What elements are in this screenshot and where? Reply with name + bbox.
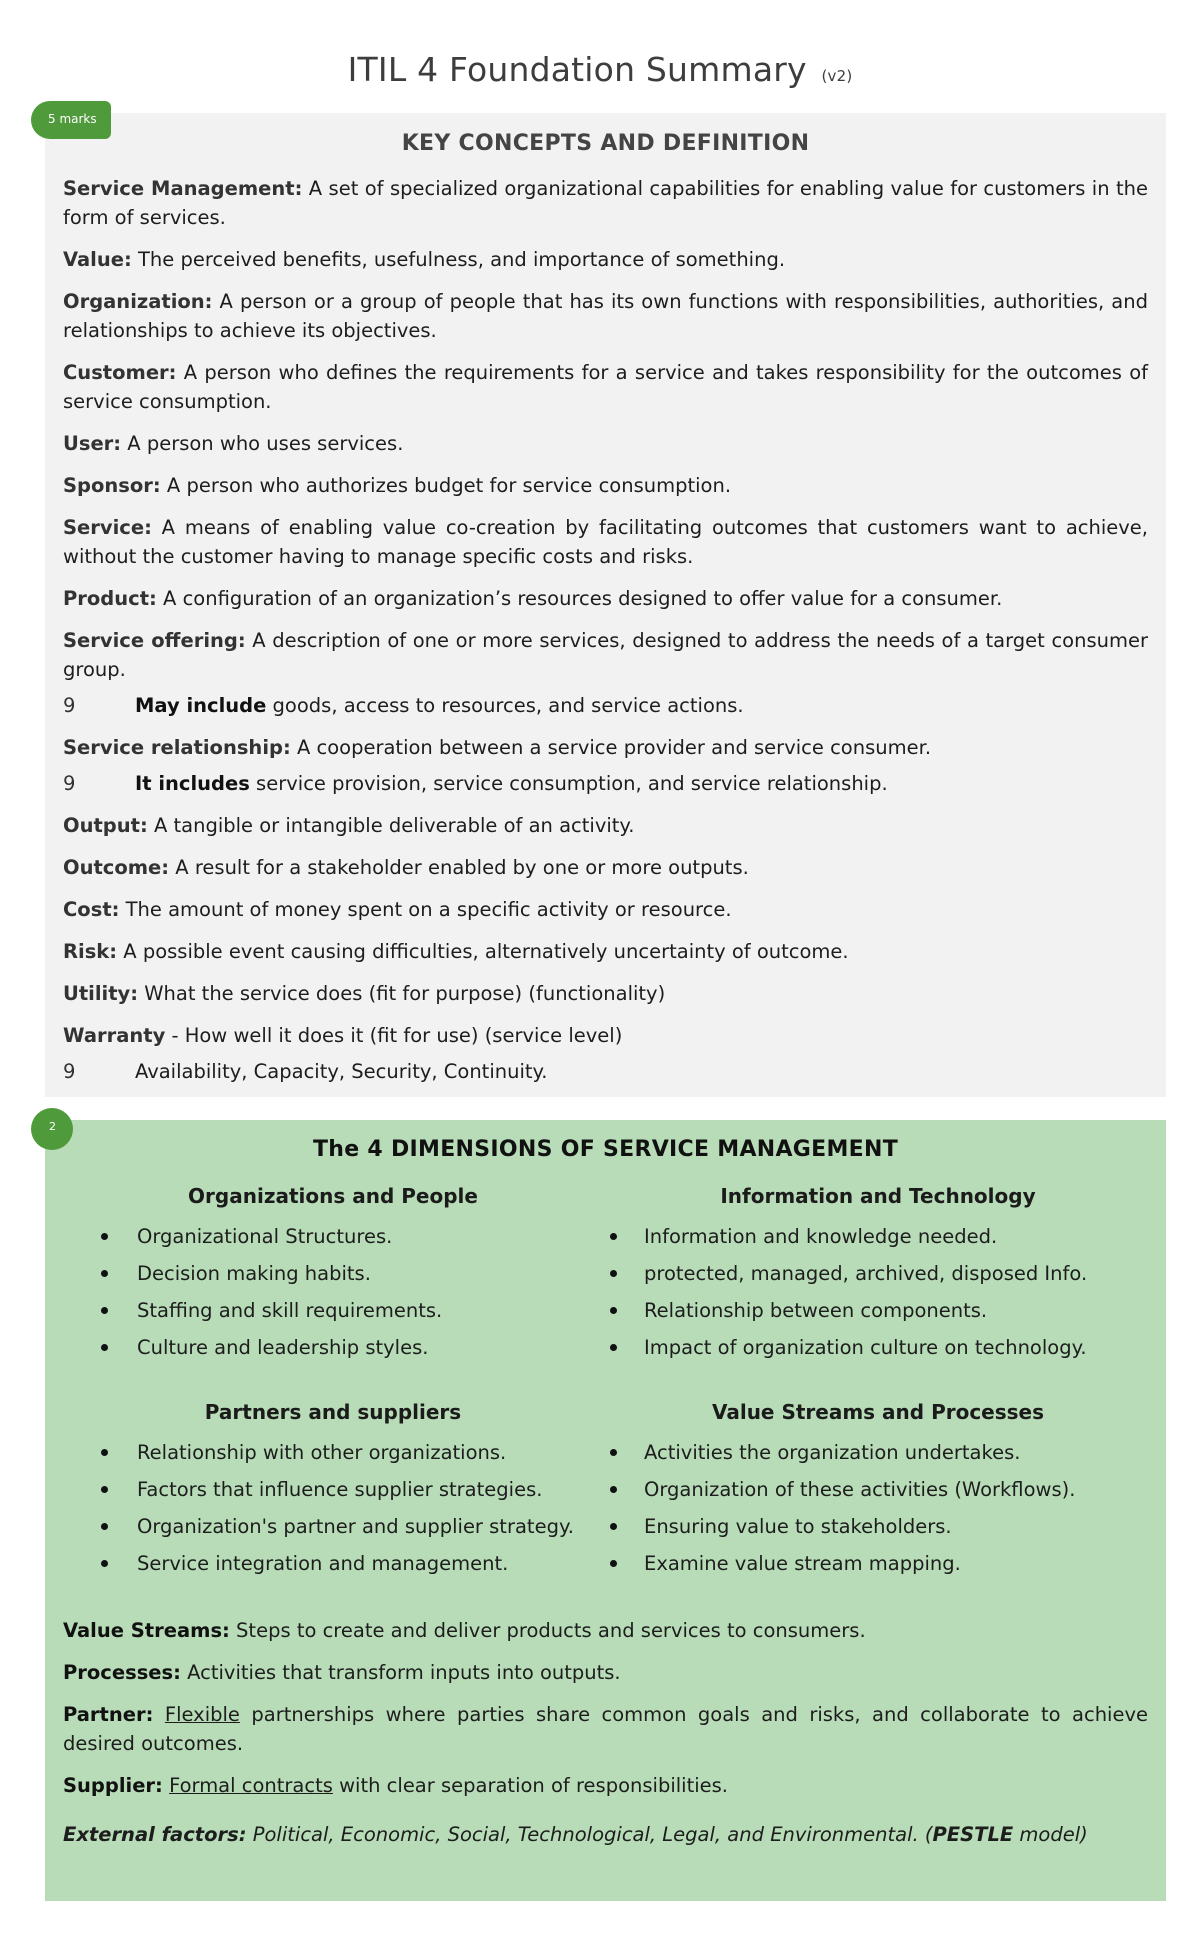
dimension-org-people [63,1184,603,1400]
list-item: Relationship between components. [608,1296,1148,1325]
list-item: Information and knowledge needed. [608,1222,1148,1251]
term-label: External factors: [63,1822,247,1846]
term-label: Product: [63,587,157,610]
sub-text: Availability, Capacity, Security, Continuity. [135,1060,548,1083]
def-text: What the service does (fit for purpose) (functionality) [138,982,666,1005]
dimension-list [608,1222,1148,1362]
term-label: Partner: [63,1703,154,1726]
sub-lead: It includes [135,772,250,795]
def-risk [63,937,1148,966]
list-item: Organization of these activities (Workflows). [608,1475,1148,1504]
term-label: Service Management: [63,177,303,200]
term-label: Organization: [63,290,213,313]
dimensions-panel [45,1120,1166,1901]
def-text: A means of enabling value co-creation by facilitating outcomes that customers want to achieve, without the customer having to manage specific costs and risks. [63,516,1148,568]
def-text: A person who uses services. [121,432,404,455]
def-text: partnerships where parties share common goals and risks, and collaborate to achieve desired outcomes. [63,1703,1149,1755]
list-item: Culture and leadership styles. [63,1333,603,1362]
term-label: Service: [63,516,152,539]
term-label: Warranty [63,1024,166,1047]
def-processes [63,1658,1148,1687]
def-text: A set of specialized organizational capabilities for enabling value for customers in the form of services. [63,177,1148,229]
list-item: Ensuring value to stakeholders. [608,1512,1148,1541]
sub-item-warranty [63,1057,1148,1086]
sub-lead: May include [135,694,267,717]
marks-badge [31,1108,73,1150]
term-label: Utility: [63,982,139,1005]
def-user [63,429,1148,458]
dimension-title: Information and Technology [720,1184,1036,1208]
def-external-factors [63,1820,1148,1849]
term-label: Customer: [63,361,177,384]
def-organization [63,287,1148,345]
def-text: A description of one or more services, designed to address the needs of a target consumer group. [63,629,1148,681]
check-icon: 9 [63,772,76,795]
dimension-list [63,1222,603,1362]
def-output [63,811,1148,840]
list-item: Activities the organization undertakes. [608,1438,1148,1467]
marks-badge-label: 2 [49,1120,56,1133]
def-service-management [63,174,1148,232]
sub-text: service provision, service consumption, and service relationship. [249,772,888,795]
dimension-title: Partners and suppliers [204,1400,462,1424]
marks-badge-label: 5 marks [48,112,97,126]
dimension-title: Value Streams and Processes [711,1400,1045,1424]
def-service [63,513,1148,571]
def-value-streams [63,1616,1148,1645]
list-item: Service integration and management. [63,1549,603,1578]
term-label: Output: [63,814,148,837]
def-text: A tangible or intangible deliverable of an activity. [147,814,635,837]
def-sponsor [63,471,1148,500]
def-warranty [63,1021,1148,1050]
def-text: A possible event causing difficulties, alternatively uncertainty of outcome. [117,940,849,963]
dimension-title: Organizations and People [188,1184,478,1208]
dimensions-grid-bottom [63,1400,1148,1616]
term-label: Service relationship: [63,736,291,759]
def-text: with clear separation of responsibilities. [332,1774,729,1797]
marks-badge [31,101,111,139]
def-outcome [63,853,1148,882]
def-product [63,584,1148,613]
sub-text: goods, access to resources, and service actions. [266,694,744,717]
def-text: A configuration of an organization’s resources designed to offer value for a consumer. [156,587,1003,610]
term-label: User: [63,432,122,455]
def-supplier [63,1771,1148,1800]
sub-item-offering [63,691,1148,720]
term-label: Value: [63,248,132,271]
title-version: (v2) [821,67,853,85]
def-text: model) [1013,1822,1088,1846]
def-text: A cooperation between a service provider and service consumer. [290,736,932,759]
term-label: Cost: [63,898,120,921]
list-item: protected, managed, archived, disposed Info. [608,1259,1148,1288]
def-text: - How well it does it (fit for use) (service level) [165,1024,623,1047]
title-text: ITIL 4 Foundation Summary [347,50,807,89]
def-text: A person who authorizes budget for service consumption. [160,474,732,497]
def-text: Activities that transform inputs into outputs. [180,1661,621,1684]
def-service-offering [63,626,1148,684]
list-item: Staffing and skill requirements. [63,1296,603,1325]
check-icon: 9 [63,1060,76,1083]
term-label: Outcome: [63,856,170,879]
dimensions-heading: The 4 DIMENSIONS OF SERVICE MANAGEMENT [312,1137,899,1162]
dimension-list [608,1438,1148,1578]
list-item: Organization's partner and supplier strategy. [63,1512,603,1541]
def-cost [63,895,1148,924]
page-title [0,50,1200,89]
def-text: A person or a group of people that has its own functions with responsibilities, authorities, and relationships to achieve its objectives. [63,290,1148,342]
def-text: Steps to create and deliver products and services to consumers. [229,1619,866,1642]
dimension-partners [63,1400,603,1616]
list-item: Organizational Structures. [63,1222,603,1251]
key-concepts-panel [45,113,1166,1097]
def-text: A result for a stakeholder enabled by one or more outputs. [169,856,749,879]
dimension-info-tech [608,1184,1148,1400]
term-label: Value Streams: [63,1619,230,1642]
def-service-relationship [63,733,1148,762]
def-text: The amount of money spent on a specific activity or resource. [119,898,732,921]
def-text: A person who defines the requirements for a service and takes responsibility for the outcomes of service consumption. [63,361,1148,413]
def-utility [63,979,1148,1008]
dimensions-grid-top [63,1184,1148,1400]
list-item: Decision making habits. [63,1259,603,1288]
list-item: Factors that influence supplier strategies. [63,1475,603,1504]
term-label: Supplier: [63,1774,163,1797]
def-value [63,245,1148,274]
term-label: Sponsor: [63,474,161,497]
def-partner [63,1700,1148,1758]
check-icon: 9 [63,694,76,717]
sub-item-relationship [63,769,1148,798]
emphasis-text: Flexible [164,1703,240,1726]
model-name: PESTLE [932,1822,1014,1846]
def-customer [63,358,1148,416]
dimension-list [63,1438,603,1578]
term-label: Processes: [63,1661,181,1684]
def-text: The perceived benefits, usefulness, and importance of something. [131,248,786,271]
def-text: Political, Economic, Social, Technological, Legal, and Environmental. ( [246,1822,933,1846]
emphasis-text: Formal contracts [169,1774,333,1797]
list-item: Impact of organization culture on technology. [608,1333,1148,1362]
key-concepts-heading: KEY CONCEPTS AND DEFINITION [401,131,810,156]
list-item: Relationship with other organizations. [63,1438,603,1467]
list-item: Examine value stream mapping. [608,1549,1148,1578]
term-label: Risk: [63,940,118,963]
dimension-value-streams [608,1400,1148,1616]
term-label: Service offering: [63,629,246,652]
